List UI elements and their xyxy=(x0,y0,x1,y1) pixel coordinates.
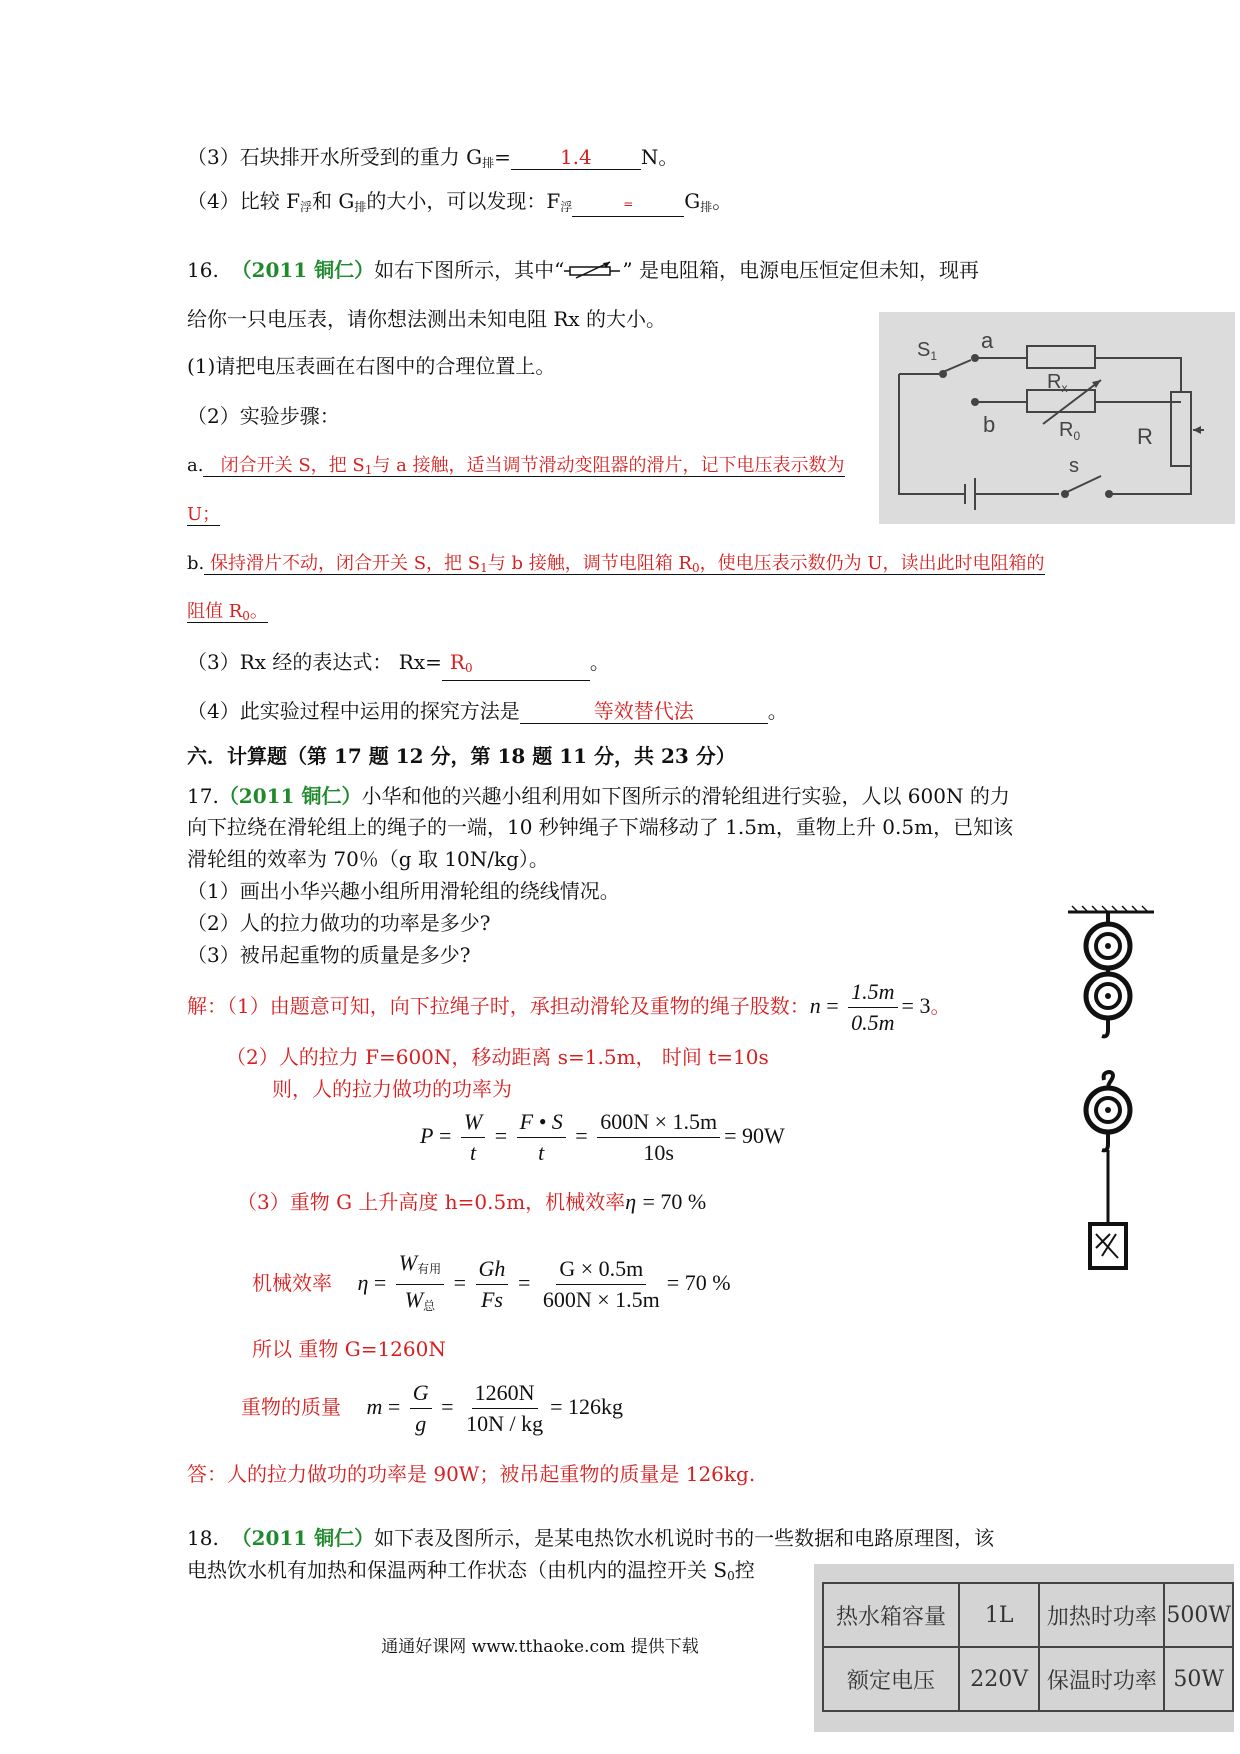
q16-item2: （2）实验步骤： xyxy=(187,404,340,428)
answer-blank: $R_0$ xyxy=(442,650,590,681)
page-footer: 通通好课网 www.tthaoke.com 提供下载 xyxy=(381,1637,699,1657)
q18-stem-line1: 18. （2011 铜仁）如下表及图所示，是某电热饮水机说时书的一些数据和电路原理图，该 xyxy=(187,1526,995,1550)
circuit-diagram xyxy=(879,312,1235,524)
q17-item1: （1）画出小华兴趣小组所用滑轮组的绕线情况。 xyxy=(187,879,620,903)
circuit-label-s1: $S_1$ xyxy=(917,339,938,363)
efficiency-formula: 机械效率 η = $\frac{W_{有用}}{W_总}$ = $\frac{Gh}{Fs}$ = $\frac{G \times 0.5m}{600N \times 1.5m}$ = 70 % xyxy=(252,1250,731,1313)
q17-solution-2-line2: 则，人的拉力做功的功率为 xyxy=(272,1077,512,1101)
answer-blank: 等效替代法 xyxy=(520,699,768,724)
q17-item3: （3）被吊起重物的质量是多少? xyxy=(187,943,471,967)
q17-solution-2-line1: （2）人的拉力 F=600N，移动距离 s=1.5m， 时间 t=10s xyxy=(226,1045,769,1069)
circuit-label-s: s xyxy=(1069,455,1079,477)
circuit-label-rx: $R_x$ xyxy=(1047,371,1068,395)
q16-step-a-cont: U； xyxy=(187,504,221,525)
power-formula: P = $\frac{W}{t}$ = $\frac{F • S}{t}$ = $\frac{600N \times 1.5m}{10s}$ = 90W xyxy=(420,1109,785,1166)
table-row: 额定电压 220V 保温时功率 50W xyxy=(823,1647,1233,1711)
fixed-pulley-assembly xyxy=(1068,906,1154,1036)
q17-stem-line1: 17.（2011 铜仁）小华和他的兴趣小组利用如下图所示的滑轮组进行实验，人以 600N 的力 xyxy=(187,784,1010,808)
circuit-label-a: a xyxy=(981,328,994,353)
q17-solution-3-line1: （3）重物 G 上升高度 h=0.5m，机械效率η = 70 % xyxy=(237,1189,707,1214)
answer-blank: 1.4 xyxy=(511,145,641,170)
q17-so-line: 所以 重物 G=1260N xyxy=(252,1337,446,1361)
step-b-answer: 保持滑片不动，闭合开关 S，把 $S_1$与 b 接触，调节电阻箱 $R_0$，使电压表示数仍为 U，读出此时电阻箱的 xyxy=(204,553,1044,575)
pulley-diagram xyxy=(1066,904,1156,1274)
table-row: 热水箱容量 1L 加热时功率 500W xyxy=(823,1583,1233,1647)
q16-item3: （3）Rx 经的表达式： $Rx= R_0$ 。 xyxy=(187,648,610,681)
q17-solution-1: 解：（1）由题意可知，向下拉绳子时，承担动滑轮及重物的绳子股数：n = $\frac{1.5m}{0.5m}$ = 3。 xyxy=(187,979,951,1035)
q16-item1: (1)请把电压表画在右图中的合理位置上。 xyxy=(187,354,556,378)
q16-item4: （4）此实验过程中运用的探究方法是 等效替代法 。 xyxy=(187,699,788,723)
q18-stem-line2: 电热饮水机有加热和保温两种工作状态（由机内的温控开关 $S_0$控 xyxy=(187,1558,755,1583)
resistor-box-icon xyxy=(564,260,622,280)
circuit-label-b: b xyxy=(983,412,996,437)
q16-stem-line1: 16. （2011 铜仁）如右下图所示，其中“ ” 是电阻箱，电源电压恒定但未知，现再 xyxy=(187,258,979,282)
q16-stem-line2: 给你一只电压表，请你想法测出未知电阻 Rx 的大小。 xyxy=(187,307,667,331)
circuit-label-r0: $R_0$ xyxy=(1059,419,1081,443)
q17-answer: 答：人的拉力做功的功率是 90W；被吊起重物的质量是 126kg. xyxy=(187,1462,756,1486)
movable-pulley-assembly xyxy=(1086,1072,1130,1268)
q15-item4: （4）比较 $F_浮$和 $G_排$的大小，可以发现：$F_浮 = G_排$。 xyxy=(187,187,732,221)
q16-step-b-cont: 阻值 $R_0$。 xyxy=(187,601,268,623)
q17-item2: （2）人的拉力做功的功率是多少? xyxy=(187,911,491,935)
q17-stem-line2: 向下拉绕在滑轮组上的绳子的一端，10 秒钟绳子下端移动了 1.5m，重物上升 0.5m，已知该 xyxy=(187,815,1014,839)
q16-step-b: b. 保持滑片不动，闭合开关 S，把 $S_1$与 b 接触，调节电阻箱 $R_0$，使电压表示数仍为 U，读出此时电阻箱的 xyxy=(187,553,1045,575)
answer-blank: = xyxy=(572,192,684,217)
q15-item3: （3）石块排开水所受到的重力 $G_排= 1.4$ N。 xyxy=(187,145,679,170)
q17-stem-line3: 滑轮组的效率为 70％（g 取 10N/kg）。 xyxy=(187,847,549,871)
q16-step-a: a. 闭合开关 S，把 $S_1$与 a 接触，适当调节滑动变阻器的滑片，记下电压表示数为 xyxy=(187,455,845,477)
circuit-label-r: R xyxy=(1137,424,1153,449)
section-title: 六．计算题（第 17 题 12 分，第 18 题 11 分，共 23 分） xyxy=(187,744,736,768)
step-a-answer: 闭合开关 S，把 $S_1$与 a 接触，适当调节滑动变阻器的滑片，记下电压表示数为 xyxy=(203,455,844,477)
mass-formula: 重物的质量 m = $\frac{G}{g}$ = $\frac{1260N}{10N / kg}$ = 126kg xyxy=(241,1380,623,1436)
